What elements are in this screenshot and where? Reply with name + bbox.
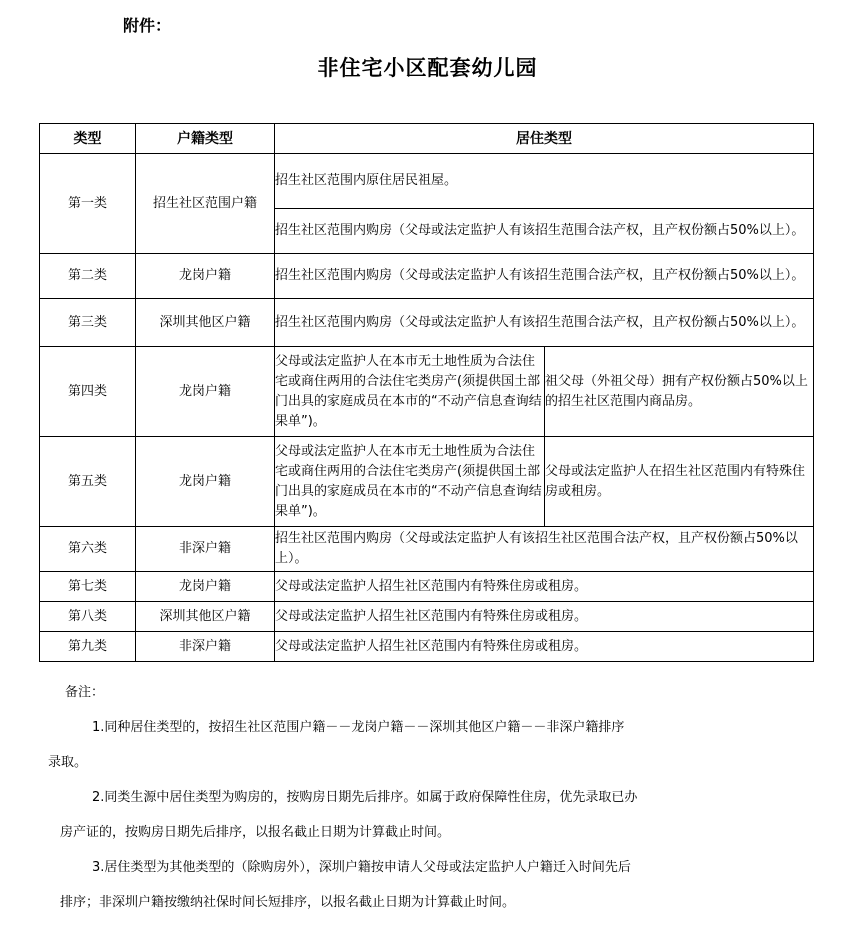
- residence-cell: 父母或法定监护人招生社区范围内有特殊住房或租房。: [275, 602, 814, 632]
- category-cell: 第八类: [40, 602, 136, 632]
- note-3-line-2: 排序；非深圳户籍按缴纳社保时间长短排序，以报名截止日期为计算截止时间。: [60, 895, 516, 910]
- category-cell: 第二类: [40, 254, 136, 299]
- table-row: [40, 437, 814, 527]
- huji-cell: 非深户籍: [136, 527, 275, 572]
- residence-cell-left: 父母或法定监护人在本市无土地性质为合法住宅或商住两用的合法住宅类房产(须提供国土部门出具的家庭成员在本市的“不动产信息查询结果单”)。: [275, 437, 545, 527]
- huji-cell: 深圳其他区户籍: [136, 602, 275, 632]
- table-row: [40, 527, 814, 572]
- table-row: [40, 632, 814, 662]
- header-huji: 户籍类型: [136, 124, 275, 154]
- table-row: [40, 254, 814, 299]
- huji-cell: 招生社区范围户籍: [136, 154, 275, 254]
- residence-cell: 招生社区范围内购房（父母或法定监护人有该招生范围合法产权，且产权份额占50%以上）。: [275, 254, 814, 299]
- table-row: [40, 602, 814, 632]
- category-cell: 第三类: [40, 299, 136, 347]
- category-cell: 第一类: [40, 154, 136, 254]
- residence-cell-right: 祖父母（外祖父母）拥有产权份额占50%以上的招生社区范围内商品房。: [545, 347, 814, 437]
- note-1-line-1: 1.同种居住类型的，按招生社区范围户籍－－龙岗户籍－－深圳其他区户籍－－非深户籍排序: [92, 720, 625, 735]
- category-cell: 第七类: [40, 572, 136, 602]
- category-cell: 第四类: [40, 347, 136, 437]
- table-row: [40, 572, 814, 602]
- attachment-label: 附件：: [123, 16, 172, 35]
- residence-cell-right: 父母或法定监护人在招生社区范围内有特殊住房或租房。: [545, 437, 814, 527]
- huji-cell: 深圳其他区户籍: [136, 299, 275, 347]
- note-2-line-1: 2.同类生源中居住类型为购房的，按购房日期先后排序。如属于政府保障性住房，优先录取已办: [92, 790, 638, 805]
- residence-cell: 父母或法定监护人招生社区范围内有特殊住房或租房。: [275, 572, 814, 602]
- table-row: [40, 299, 814, 347]
- note-2-line-2: 房产证的，按购房日期先后排序，以报名截止日期为计算截止时间。: [60, 825, 451, 840]
- huji-cell: 龙岗户籍: [136, 254, 275, 299]
- huji-cell: 龙岗户籍: [136, 572, 275, 602]
- category-cell: 第九类: [40, 632, 136, 662]
- category-cell: 第五类: [40, 437, 136, 527]
- header-type: 类型: [40, 124, 136, 154]
- huji-cell: 非深户籍: [136, 632, 275, 662]
- residence-cell: 招生社区范围内购房（父母或法定监护人有该招生社区范围合法产权，且产权份额占50%以上）。: [275, 527, 814, 572]
- huji-cell: 龙岗户籍: [136, 347, 275, 437]
- table-row: [40, 154, 814, 209]
- huji-cell: 龙岗户籍: [136, 437, 275, 527]
- residence-cell: 招生社区范围内购房（父母或法定监护人有该招生范围合法产权，且产权份额占50%以上）。: [275, 209, 814, 254]
- residence-cell: 招生社区范围内购房（父母或法定监护人有该招生范围合法产权，且产权份额占50%以上）。: [275, 299, 814, 347]
- header-residence: 居住类型: [275, 124, 814, 154]
- note-3-line-1: 3.居住类型为其他类型的（除购房外），深圳户籍按申请人父母或法定监护人户籍迁入时间先后: [92, 860, 631, 875]
- page-title: 非住宅小区配套幼儿园: [317, 56, 538, 80]
- residence-cell: 父母或法定监护人招生社区范围内有特殊住房或租房。: [275, 632, 814, 662]
- residence-cell-left: 父母或法定监护人在本市无土地性质为合法住宅或商住两用的合法住宅类房产(须提供国土部门出具的家庭成员在本市的“不动产信息查询结果单”)。: [275, 347, 545, 437]
- table-row: [40, 347, 814, 437]
- note-1-line-2: 录取。: [48, 755, 88, 770]
- residence-cell: 招生社区范围内原住居民祖屋。: [275, 154, 814, 209]
- table-header-row: [40, 124, 814, 154]
- admission-table: [39, 123, 814, 662]
- category-cell: 第六类: [40, 527, 136, 572]
- notes-heading: 备注：: [65, 685, 105, 700]
